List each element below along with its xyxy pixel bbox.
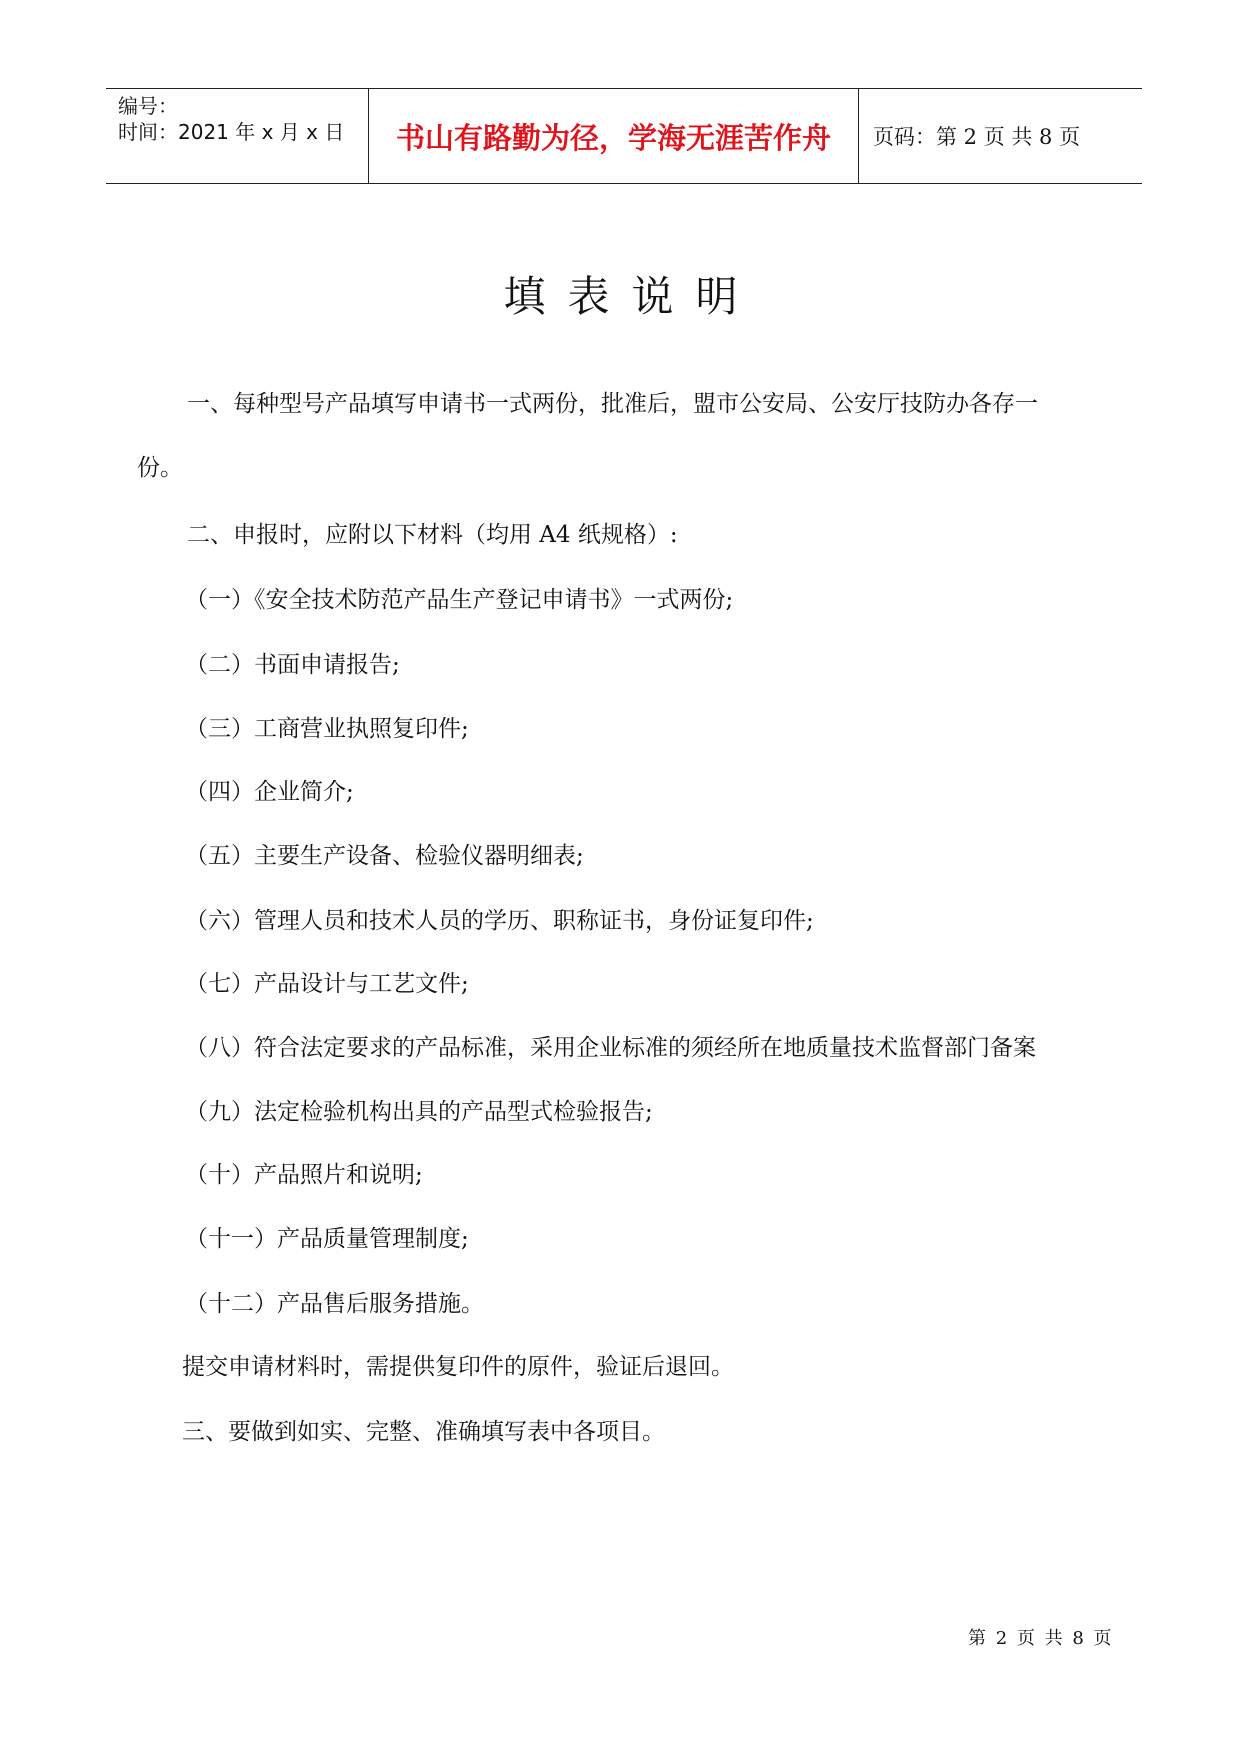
page-footer: 第 2 页 共 8 页 bbox=[968, 1628, 1114, 1649]
paragraph-line: 份。 bbox=[137, 455, 183, 481]
paragraph-line: 二、申报时，应附以下材料（均用 A4 纸规格）: bbox=[187, 522, 678, 548]
list-item: （十）产品照片和说明; bbox=[185, 1162, 423, 1188]
list-item: （九）法定检验机构出具的产品型式检验报告; bbox=[185, 1099, 653, 1125]
list-item: （五）主要生产设备、检验仪器明细表; bbox=[185, 843, 584, 869]
list-item: （十一）产品质量管理制度; bbox=[185, 1226, 469, 1252]
list-item: （十二）产品售后服务措施。 bbox=[185, 1291, 484, 1317]
list-item: （四）企业简介; bbox=[185, 779, 354, 805]
list-item: （二）书面申请报告; bbox=[185, 652, 400, 678]
paragraph-line: 三、要做到如实、完整、准确填写表中各项目。 bbox=[182, 1419, 665, 1445]
list-item: （七）产品设计与工艺文件; bbox=[185, 971, 469, 997]
list-item: （八）符合法定要求的产品标准，采用企业标准的须经所在地质量技术监督部门备案 bbox=[185, 1035, 1036, 1061]
document-number: 编号： bbox=[118, 94, 178, 118]
header-meta bbox=[106, 89, 369, 183]
paragraph-line: 一、每种型号产品填写申请书一式两份，批准后，盟市公安局、公安厅技防办各存一 bbox=[187, 391, 1038, 417]
page-header bbox=[106, 88, 1142, 184]
document-time: 时间：2021 年 x 月 x 日 bbox=[118, 120, 345, 144]
list-item: （六）管理人员和技术人员的学历、职称证书，身份证复印件; bbox=[185, 908, 814, 934]
list-item: （三）工商营业执照复印件; bbox=[185, 716, 469, 742]
list-item: （一）《安全技术防范产品生产登记申请书》一式两份; bbox=[185, 587, 734, 613]
paragraph-line: 提交申请材料时，需提供复印件的原件，验证后退回。 bbox=[182, 1354, 734, 1380]
header-motto: 书山有路勤为径，学海无涯苦作舟 bbox=[369, 89, 859, 183]
header-page-number: 页码：第 2 页 共 8 页 bbox=[873, 125, 1081, 149]
page-title: 填表说明 bbox=[503, 272, 760, 321]
